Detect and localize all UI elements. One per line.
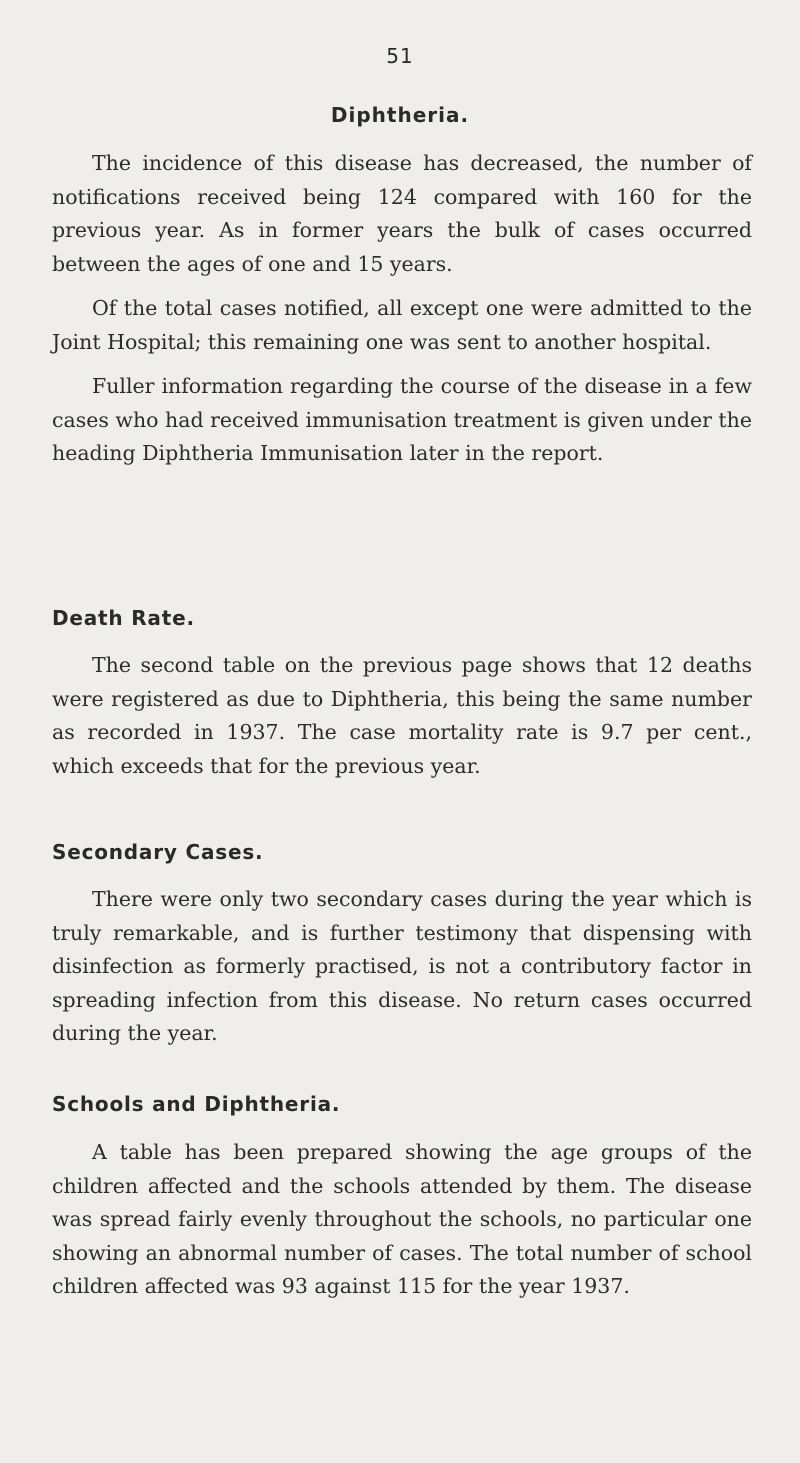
page-title: Diphtheria. (330, 103, 470, 127)
paragraph-death-rate: The second table on the previous page shows that 12 deaths were registered as due to Diphtheria, this being the same number as recorded in 1937. The case mortality rate is 9.7 per cent., which exceeds that for the previous year. (52, 653, 752, 778)
paragraph-immunisation: Fuller information regarding the course of the disease in a few cases who had received immunisation treatment is given under the heading Diphtheria Immunisation later in the report. (52, 374, 752, 465)
section-death-rate (52, 649, 752, 783)
heading-secondary-cases: Secondary Cases. (52, 840, 264, 864)
heading-death-rate: Death Rate. (52, 606, 195, 630)
paragraph-admissions: Of the total cases notified, all except one were admitted to the Joint Hospital; this remaining one was sent to another hospital. (52, 296, 752, 354)
paragraph-secondary-cases: There were only two secondary cases during the year which is truly remarkable, and is further testimony that dispensing with disinfection as formerly practised, is not a contributory factor in spreading infection from this disease. No return cases occurred during the year. (52, 887, 752, 1045)
section-secondary-cases (52, 883, 752, 1051)
section-schools (52, 1136, 752, 1304)
section-intro (52, 147, 752, 471)
page-number: 51 (386, 44, 414, 68)
heading-schools: Schools and Diphtheria. (52, 1092, 341, 1116)
paragraph-incidence: The incidence of this disease has decreased, the number of notifications received being 124 compared with 160 for the previous year. As in former years the bulk of cases occurred between the ages of one and 15 years. (52, 151, 752, 276)
paragraph-schools: A table has been prepared showing the age groups of the children affected and the schools attended by them. The disease was spread fairly evenly throughout the schools, no particular one showing an abnormal number of cases. The total number of school children affected was 93 against 115 for the year 1937. (52, 1140, 752, 1298)
